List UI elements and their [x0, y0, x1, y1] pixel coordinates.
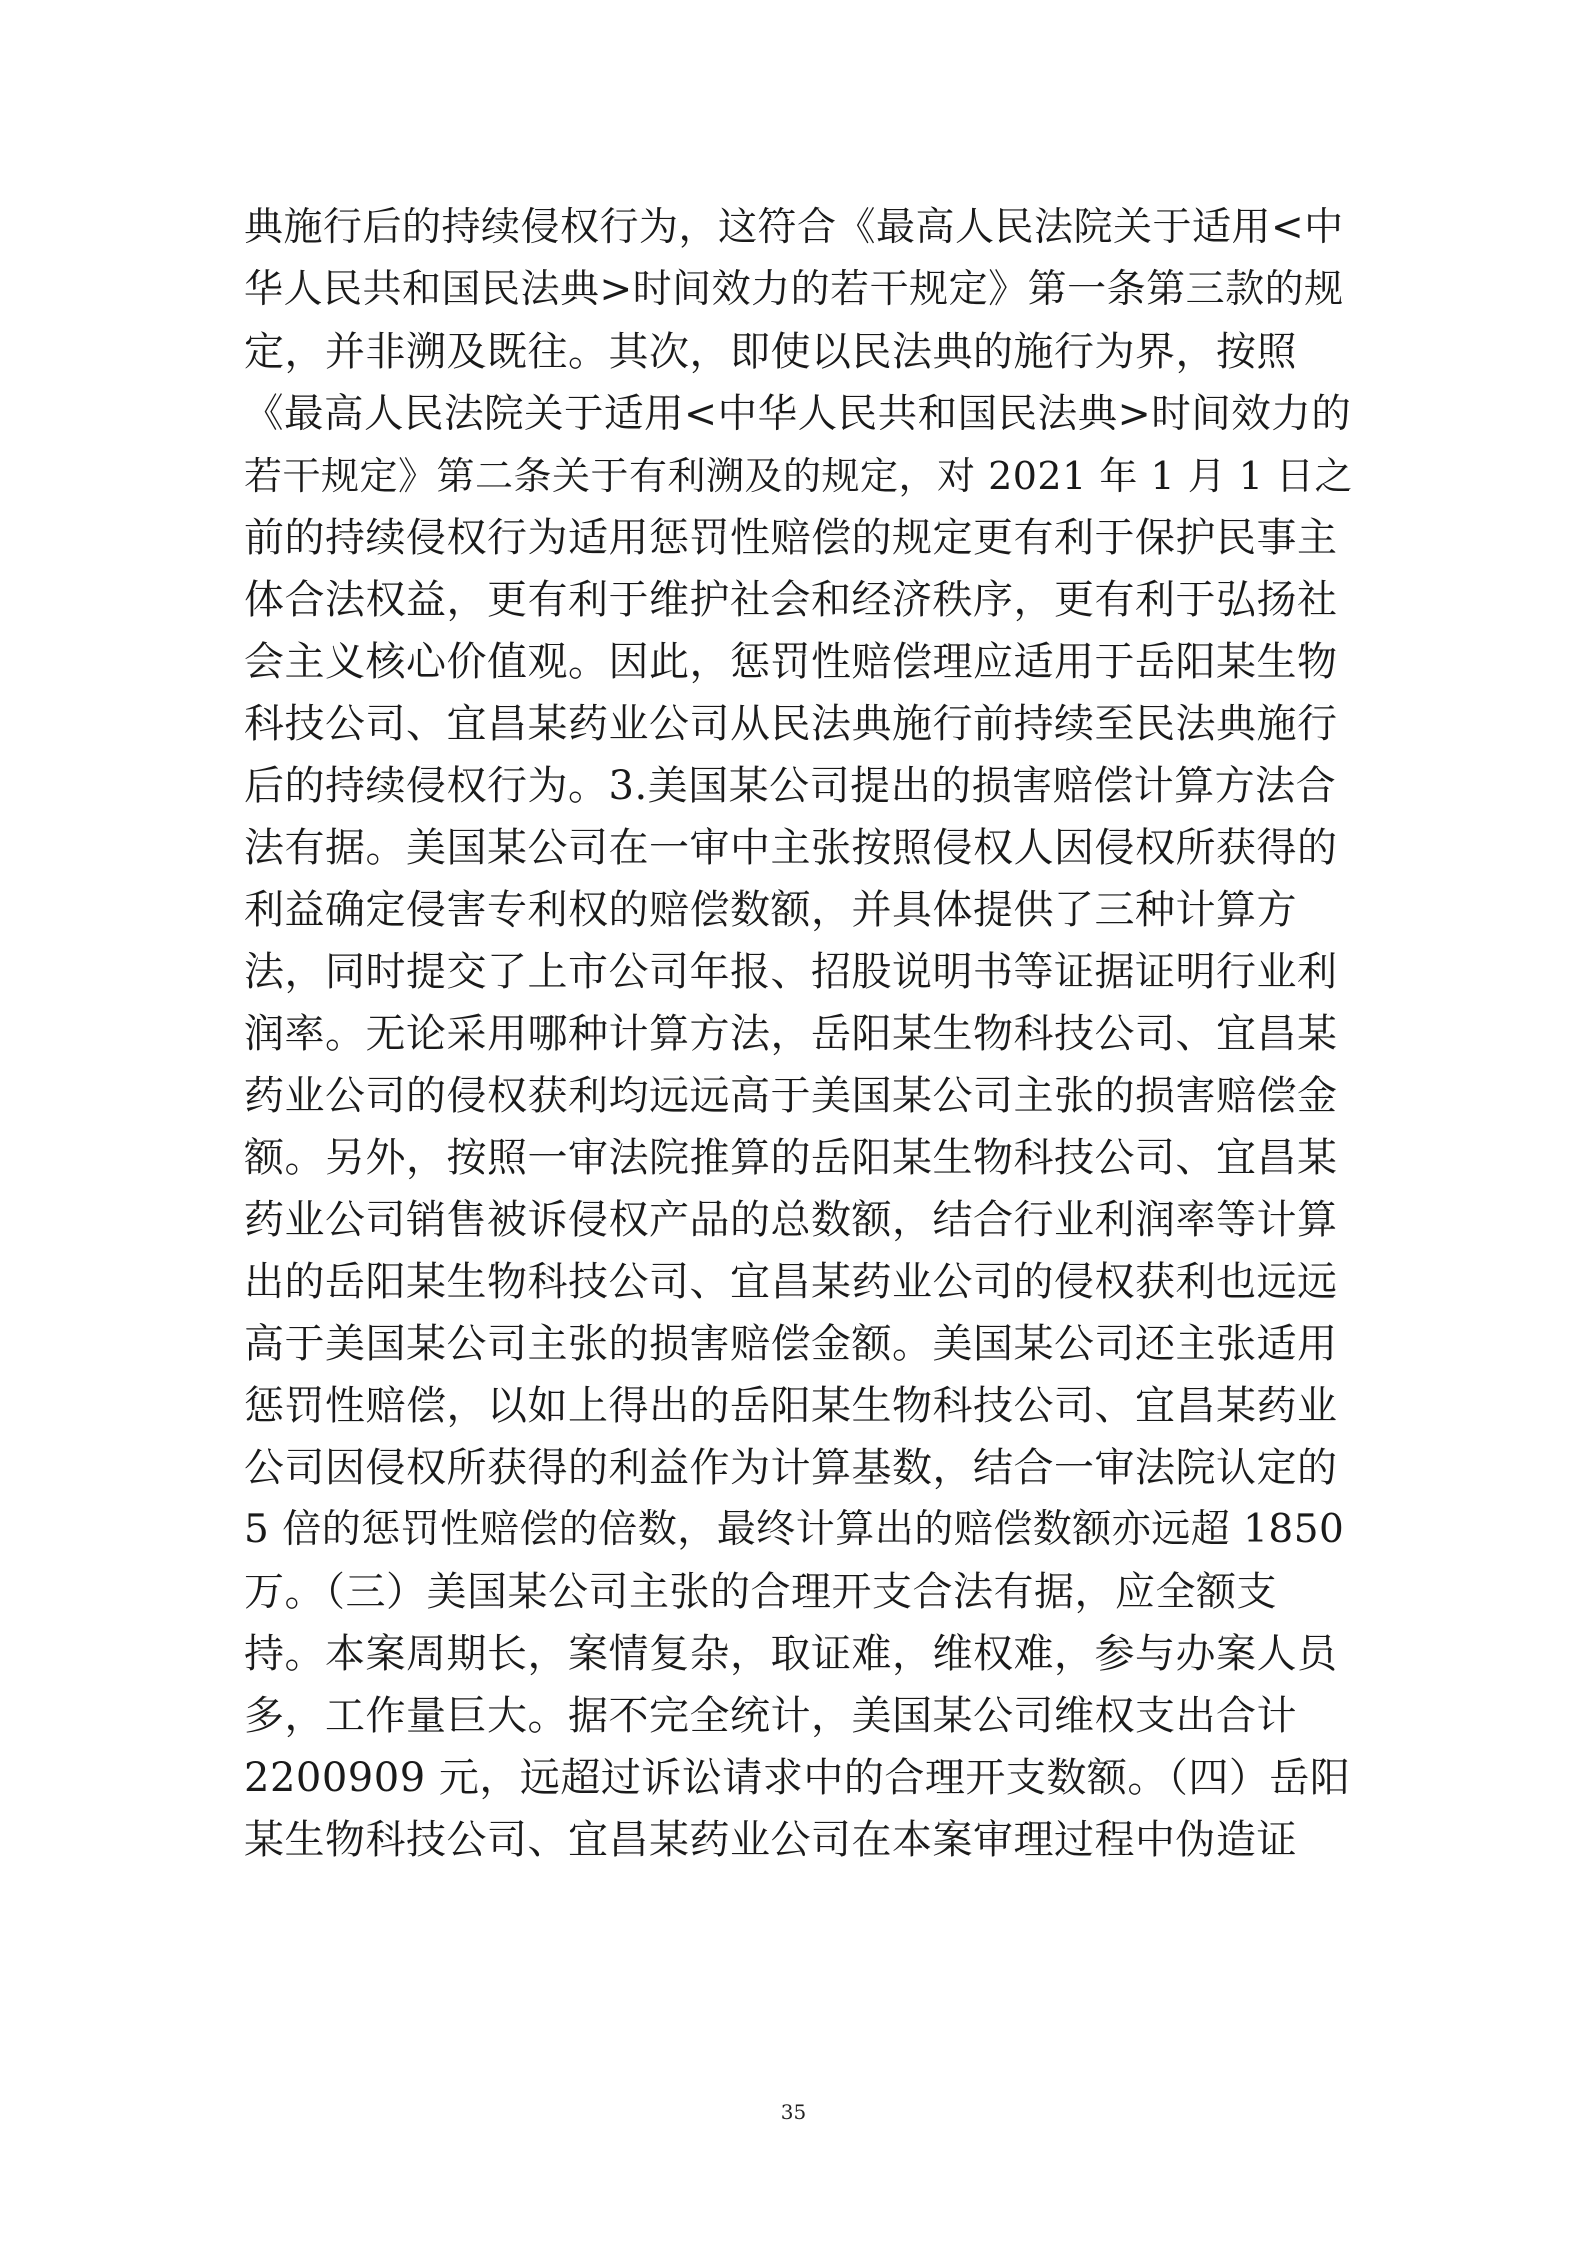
text-line: 5 倍的惩罚性赔偿的倍数，最终计算出的赔偿数额亦远超 1850	[244, 1507, 1345, 1552]
text-line: 额。另外，按照一审法院推算的岳阳某生物科技公司、宜昌某	[244, 1135, 1338, 1181]
text-line: 典施行后的持续侵权行为，这符合《最高人民法院关于适用<中	[244, 205, 1344, 250]
page-number: 35	[780, 2100, 807, 2124]
text-line: 利益确定侵害专利权的赔偿数额，并具体提供了三种计算方	[244, 887, 1297, 933]
text-line: 定，并非溯及既往。其次，即使以民法典的施行为界，按照	[244, 329, 1297, 375]
text-line: 公司因侵权所获得的利益作为计算基数，结合一审法院认定的	[244, 1445, 1338, 1491]
text-line: 润率。无论采用哪种计算方法，岳阳某生物科技公司、宜昌某	[244, 1011, 1338, 1057]
text-line: 华人民共和国民法典>时间效力的若干规定》第一条第三款的规	[244, 267, 1344, 312]
text-line: 万。（三）美国某公司主张的合理开支合法有据，应全额支	[244, 1569, 1277, 1615]
text-line: 法，同时提交了上市公司年报、招股说明书等证据证明行业利	[244, 949, 1338, 995]
text-line: 科技公司、宜昌某药业公司从民法典施行前持续至民法典施行	[244, 701, 1338, 747]
body-text	[244, 197, 1354, 1871]
text-line: 药业公司销售被诉侵权产品的总数额，结合行业利润率等计算	[244, 1197, 1338, 1243]
text-line: 会主义核心价值观。因此，惩罚性赔偿理应适用于岳阳某生物	[244, 639, 1338, 685]
text-line: 药业公司的侵权获利均远远高于美国某公司主张的损害赔偿金	[244, 1073, 1338, 1119]
text-line: 某生物科技公司、宜昌某药业公司在本案审理过程中伪造证	[244, 1817, 1297, 1863]
text-line: 体合法权益，更有利于维护社会和经济秩序，更有利于弘扬社	[244, 577, 1338, 623]
text-line: 《最高人民法院关于适用<中华人民共和国民法典>时间效力的	[244, 391, 1352, 437]
text-line: 出的岳阳某生物科技公司、宜昌某药业公司的侵权获利也远远	[244, 1259, 1338, 1305]
text-line: 后的持续侵权行为。3.美国某公司提出的损害赔偿计算方法合	[244, 763, 1337, 809]
text-line: 前的持续侵权行为适用惩罚性赔偿的规定更有利于保护民事主	[244, 515, 1338, 561]
text-line: 惩罚性赔偿，以如上得出的岳阳某生物科技公司、宜昌某药业	[244, 1383, 1338, 1429]
text-line: 多，工作量巨大。据不完全统计，美国某公司维权支出合计	[244, 1693, 1297, 1739]
text-line: 高于美国某公司主张的损害赔偿金额。美国某公司还主张适用	[244, 1321, 1338, 1367]
text-line: 若干规定》第二条关于有利溯及的规定，对 2021 年 1 月 1 日之	[244, 454, 1354, 498]
text-line: 2200909 元，远超过诉讼请求中的合理开支数额。（四）岳阳	[244, 1755, 1351, 1801]
text-line: 持。本案周期长，案情复杂，取证难，维权难，参与办案人员	[244, 1631, 1338, 1677]
text-line: 法有据。美国某公司在一审中主张按照侵权人因侵权所获得的	[244, 825, 1338, 871]
